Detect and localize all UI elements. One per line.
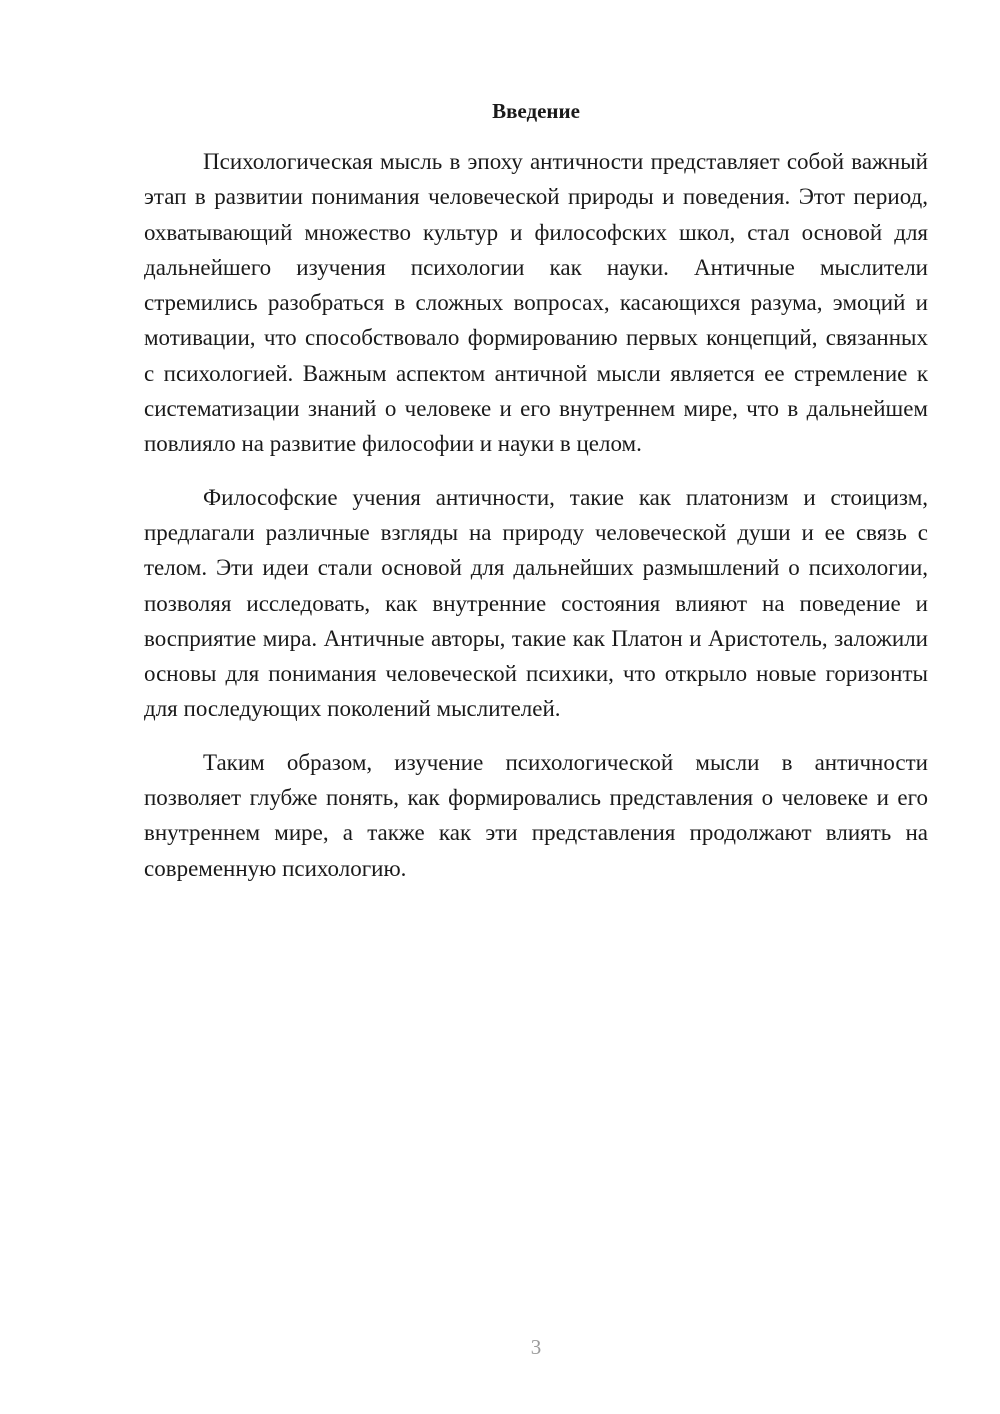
section-heading: Введение bbox=[492, 99, 580, 123]
paragraph-3: Таким образом, изучение психологической мысли в античности позволяет глубже понять, как формировались представления о человеке и его внутреннем мире, а также как эти представления продолжают влиять на современную психологию. bbox=[144, 749, 928, 881]
page-number: 3 bbox=[530, 1335, 542, 1359]
page-body bbox=[144, 96, 928, 886]
paragraph-1: Психологическая мысль в эпоху античности представляет собой важный этап в развитии понимания человеческой природы и поведения. Этот период, охватывающий множество культур и философских школ, стал основой для дальнейшего изучения психологии как науки. Античные мыслители стремились разобраться в сложных вопросах, касающихся разума, эмоций и мотивации, что способствовало формированию первых концепций, связанных с психологией. Важным аспектом античной мысли является ее стремление к систематизации знаний о человеке и его внутреннем мире, что в дальнейшем повлияло на развитие философии и науки в целом. bbox=[144, 149, 928, 457]
paragraph-2: Философские учения античности, такие как платонизм и стоицизм, предлагали различные взгляды на природу человеческой души и ее связь с телом. Эти идеи стали основой для дальнейших размышлений о психологии, позволяя исследовать, как внутренние состояния влияют на поведение и восприятие мира. Античные авторы, такие как Платон и Аристотель, заложили основы для понимания человеческой психики, что открыло новые горизонты для последующих поколений мыслителей. bbox=[144, 484, 928, 722]
